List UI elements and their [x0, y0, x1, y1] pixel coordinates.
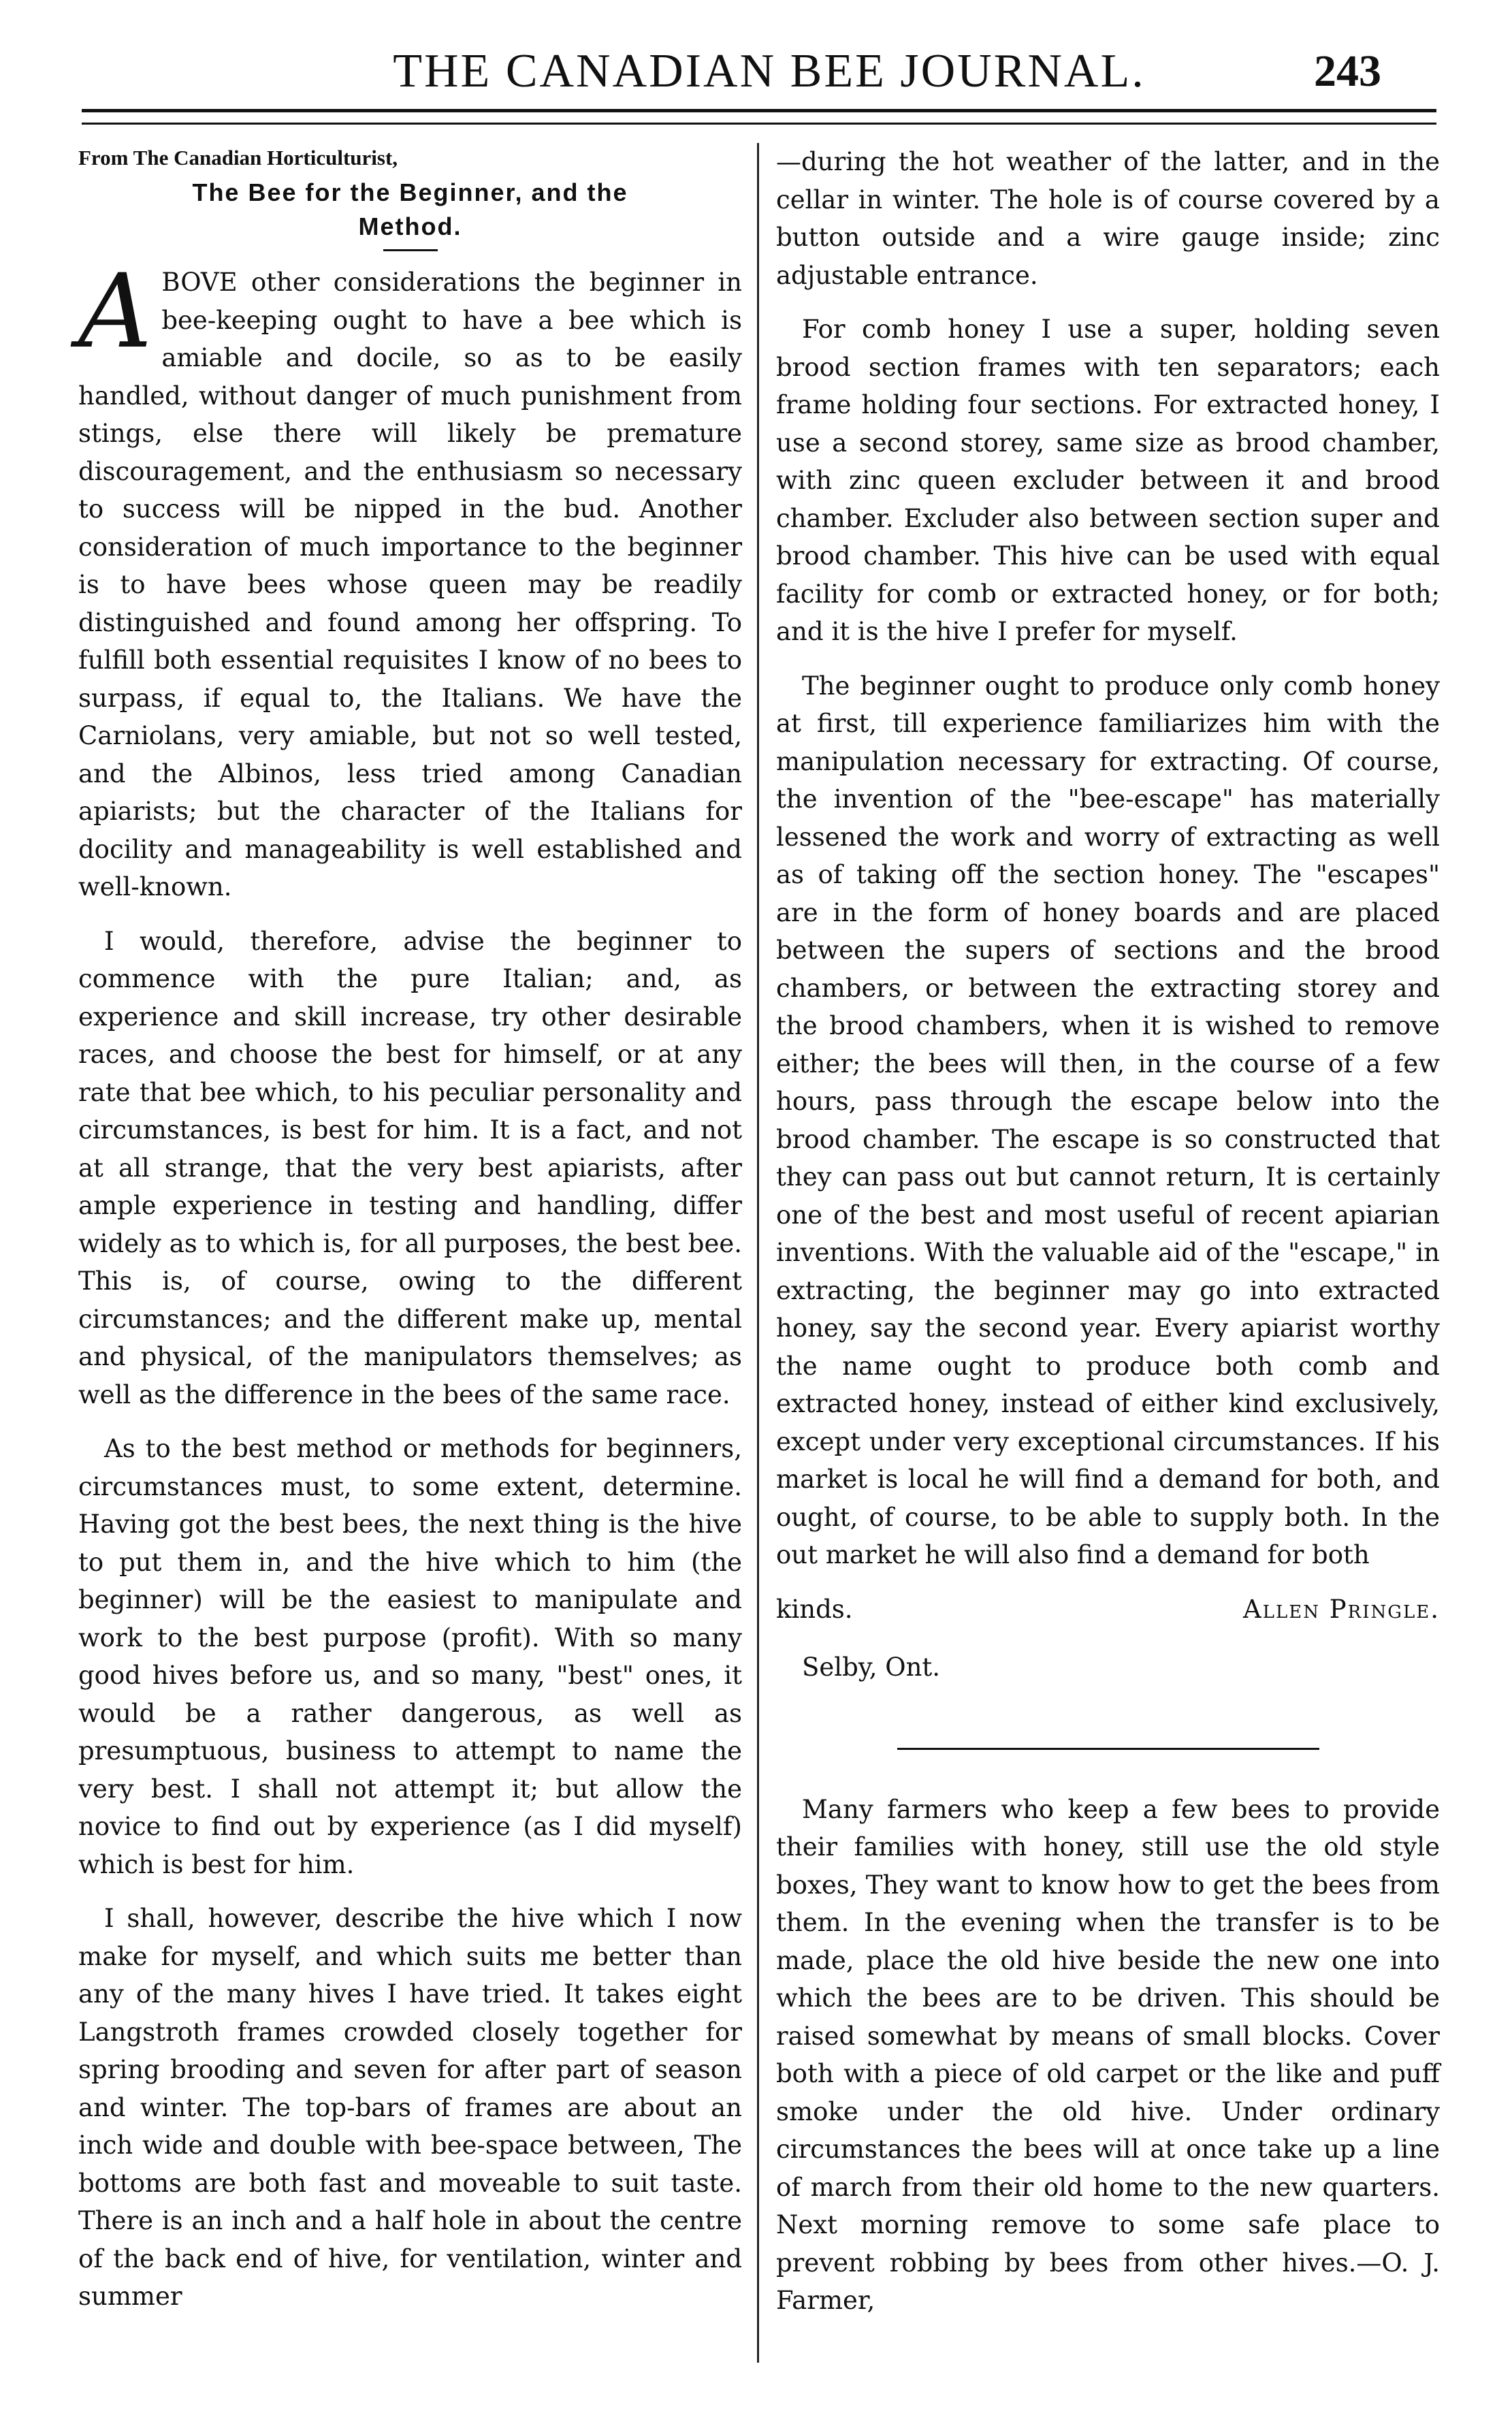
left-column	[78, 143, 742, 2332]
paragraph-2: I would, therefore, advise the beginner to commence with the pure Italian; and, as experience and skill increase, try other desirable races, and choose the best for himself, or at any rate that bee which, to his peculiar personality and circumstances, is best for him. It is a fact, and not at all strange, that the very best apiarists, after ample experience in testing and handling, differ widely as to which is, for all purposes, the best bee. This is, of course, owing to the different circumstances; and the different make up, mental and physical, of the manipulators themselves; as well as the difference in the bees of the same race.	[78, 926, 742, 1409]
paragraph-1-text: BOVE other considerations the beginner in bee-keeping ought to have a bee which is amiable and docile, so as to be easily handled, without danger of much punishment from stings, else there will likely be premature discouragement, and the enthusiasm so necessary to success will be nipped in the bud. Another consideration of much importance to the beginner is to have bees whose queen may be readily distinguished and found among her offspring. To fulfill both essential requisites I know of no bees to surpass, if equal to, the Italians. We have the Carniolans, very amiable, but not so well tested, and the Albinos, less tried among Canadian apiarists; but the character of the Italians for docility and manageability is well established and well-known.	[78, 268, 742, 901]
article-title-line2: Method.	[358, 212, 462, 240]
drop-cap: A	[78, 253, 152, 371]
paragraph-7: The beginner ought to produce only comb honey at first, till experience familiarizes him with the manipulation necessary for extracting. Of course, the invention of the "bee-escape" has materially lessened the work and worry of extracting as well as of taking off the section honey. The "escapes" are in the form of honey boards and are placed between the supers of sections and the brood chambers, or between the extracting storey and the brood chambers, when it is wished to remove either; the bees will then, in the course of a few hours, pass through the escape below into the brood chamber. The escape is so constructed that they can pass out but cannot return, It is certainly one of the best and most useful of recent apiarian inventions. With the valuable aid of the "escape," in extracting, the beginner may go into extracted honey, say the second year. Every apiarist worthy the name ought to produce both comb and extracted honey, instead of either kind exclusively, except under very exceptional circumstances. If his market is local he will find a demand for both, and ought, of course, to be able to supply both. In the out market he will also find a demand for both	[776, 671, 1440, 1569]
title-rule	[383, 249, 438, 251]
column-divider	[757, 143, 759, 2363]
author-place: Selby, Ont.	[802, 1653, 941, 1682]
paragraph-3: As to the best method or methods for beginners, circumstances must, to some extent, determine. Having got the best bees, the next thing is the hive to put them in, and the hive which to him (the beginner) will be the easiest to manipulate and work to the best purpose (profit). With so many good hives before us, and so many, "best" ones, it would be a rather dangerous, as well as presumptuous, business to attempt to name the very best. I shall not attempt it; but allow the novice to find out by experience (as I did myself) which is best for him.	[78, 1434, 742, 1879]
paragraph-5: —during the hot weather of the latter, and in the cellar in winter. The hole is of course covered by a button outside and a wire gauge inside; zinc adjustable entrance.	[776, 147, 1440, 290]
section-rule	[897, 1748, 1319, 1750]
page-number: 243	[1314, 46, 1381, 96]
signature-line	[776, 1591, 1440, 1629]
paragraph-6: For comb honey I use a super, holding seven brood section frames with ten separators; each frame holding four sections. For extracted honey, I use a second storey, same size as brood chamber, with zinc queen excluder between it and brood chamber. Excluder also between section super and brood chamber. This hive can be used with equal facility for comb or extracted honey, or for both; and it is the hive I prefer for myself.	[776, 315, 1440, 646]
author-signature: Allen Pringle.	[1242, 1594, 1440, 1624]
right-column	[776, 143, 1440, 2336]
journal-title: THE CANADIAN BEE JOURNAL.	[393, 45, 1146, 97]
page-header	[0, 0, 1512, 109]
header-rule-thin	[82, 123, 1436, 125]
paragraph-7-end: kinds.	[776, 1594, 853, 1624]
second-article-paragraph: Many farmers who keep a few bees to provide their families with honey, still use the old style boxes, They want to know how to get the bees from them. In the evening when the transfer is to be made, place the old hive beside the new one into which the bees are to be driven. This should be raised somewhat by means of small blocks. Cover both with a piece of old carpet or the like and puff smoke under the old hive. Under ordinary circumstances the bees will at once take up a line of march from their old home to the new quarters. Next morning remove to some safe place to prevent robbing by bees from other hives.—O. J. Farmer,	[776, 1794, 1440, 2315]
article-source: From The Canadian Horticulturist,	[78, 146, 398, 170]
article-title-line1: The Bee for the Beginner, and the	[192, 178, 628, 206]
header-rule-thick	[82, 109, 1436, 112]
article-title	[78, 176, 742, 244]
paragraph-4: I shall, however, describe the hive which I now make for myself, and which suits me better than any of the many hives I have tried. It takes eight Langstroth frames crowded closely together for spring brooding and seven for after part of season and winter. The top-bars of frames are about an inch wide and double with bee-space between, The bottoms are both fast and moveable to suit taste. There is an inch and a half hole in about the centre of the back end of hive, for ventilation, winter and summer	[78, 1904, 742, 2311]
paragraph-1	[78, 253, 742, 906]
